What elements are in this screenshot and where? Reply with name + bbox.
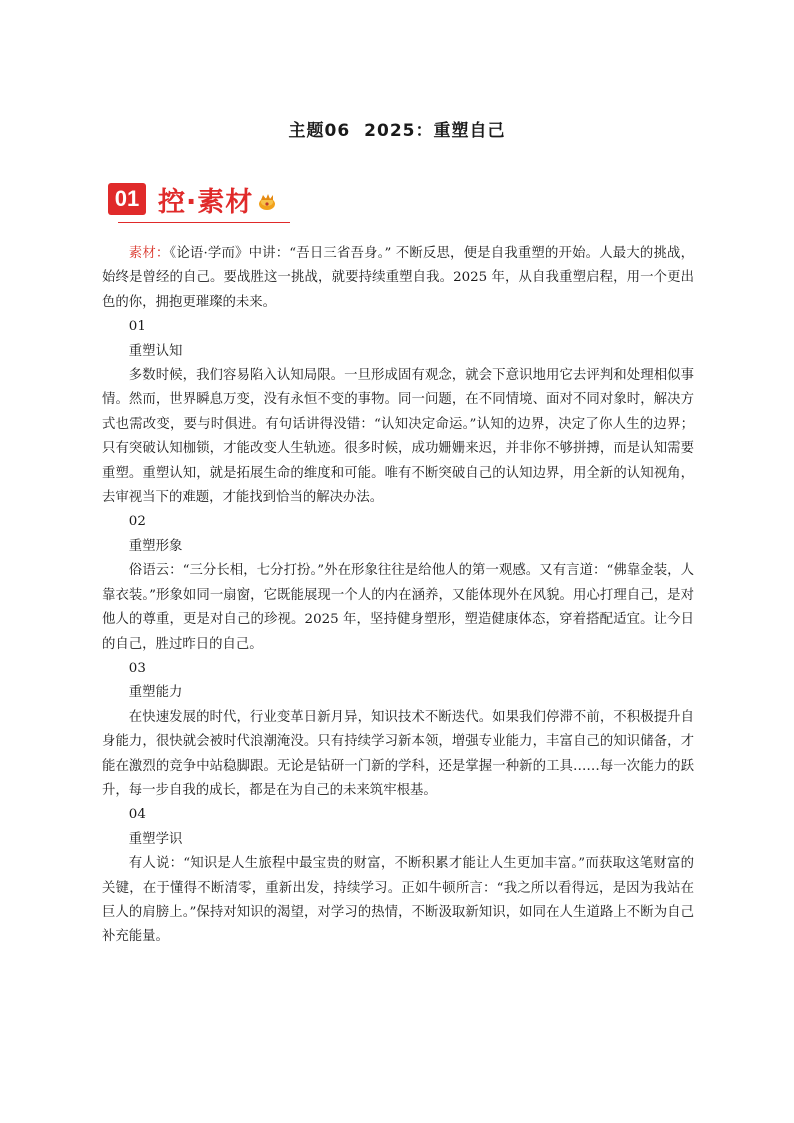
section-4-text: 有人说：“知识是人生旅程中最宝贵的财富，不断积累才能让人生更加丰富。”而获取这笔财富的关键，在于懂得不断清零，重新出发，持续学习。正如牛顿所言：“我之所以看得远，是因为我站在巨人的肩膀上。”保持对知识的渴望，对学习的热情，不断汲取新知识，如同在人生道路上不断为自己补充能量。 bbox=[102, 856, 694, 945]
title-part1: 主题06 bbox=[288, 121, 351, 141]
section-badge bbox=[108, 183, 277, 218]
section-underline bbox=[118, 222, 290, 223]
section-1-text: 多数时候，我们容易陷入认知局限。一旦形成固有观念，就会下意识地用它去评判和处理相似事情。然而，世界瞬息万变，没有永恒不变的事物。同一问题，在不同情境、面对不同对象时，解决方式也需改变，要与时俱进。有句话讲得没错：“认知决定命运。”认知的边界，决定了你人生的边界；只有突破认知枷锁，才能改变人生轨迹。很多时候，成功姗姗来迟，并非你不够拼搏，而是认知需要重塑。重塑认知，就是拓展生命的维度和可能。唯有不断突破自己的认知边界，用全新的认知视角，去审视当下的难题，才能找到恰当的解决办法。 bbox=[102, 368, 694, 506]
crown-icon bbox=[257, 191, 277, 215]
section-4-number: 04 bbox=[128, 807, 146, 823]
section-1-number: 01 bbox=[128, 319, 146, 335]
section-1-heading: 重塑认知 bbox=[128, 343, 183, 359]
material-text: 《论语·学而》中讲：“吾日三省吾身。” 不断反思，便是自我重塑的开始。人最大的挑战，始终是曾经的自己。要战胜这一挑战，就要持续重塑自我。2025 年，从自我重塑启程，用一个更出色的你，拥抱更璀璨的未来。 bbox=[102, 246, 694, 310]
title-part2: 2025：重塑自己 bbox=[364, 121, 506, 141]
section-2-number: 02 bbox=[128, 514, 146, 530]
article-body bbox=[102, 242, 694, 950]
material-label: 素材： bbox=[128, 246, 170, 261]
section-2-heading: 重塑形象 bbox=[128, 538, 183, 554]
section-3-heading: 重塑能力 bbox=[128, 685, 183, 701]
page-title bbox=[0, 116, 794, 141]
section-2-text: 俗语云：“三分长相，七分打扮。”外在形象往往是给他人的第一观感。又有言道：“佛靠金装，人靠衣装。”形象如同一扇窗，它既能展现一个人的内在涵养，又能体现外在风貌。用心打理自己，是对他人的尊重，更是对自己的珍视。2025 年，坚持健身塑形，塑造健康体态，穿着搭配适宜。让今日的自己，胜过昨日的自己。 bbox=[102, 563, 694, 652]
section-label: 控·素材 bbox=[158, 186, 254, 218]
section-number: 01 bbox=[108, 183, 146, 215]
section-3-text: 在快速发展的时代，行业变革日新月异，知识技术不断迭代。如果我们停滞不前，不积极提升自身能力，很快就会被时代浪潮淹没。只有持续学习新本领，增强专业能力，丰富自己的知识储备，才能在激烈的竞争中站稳脚跟。无论是钻研一门新的学科，还是掌握一种新的工具……每一次能力的跃升，每一步自我的成长，都是在为自己的未来筑牢根基。 bbox=[102, 709, 694, 798]
section-4-heading: 重塑学识 bbox=[128, 831, 183, 847]
material-paragraph bbox=[102, 242, 694, 315]
section-3-number: 03 bbox=[128, 660, 146, 676]
